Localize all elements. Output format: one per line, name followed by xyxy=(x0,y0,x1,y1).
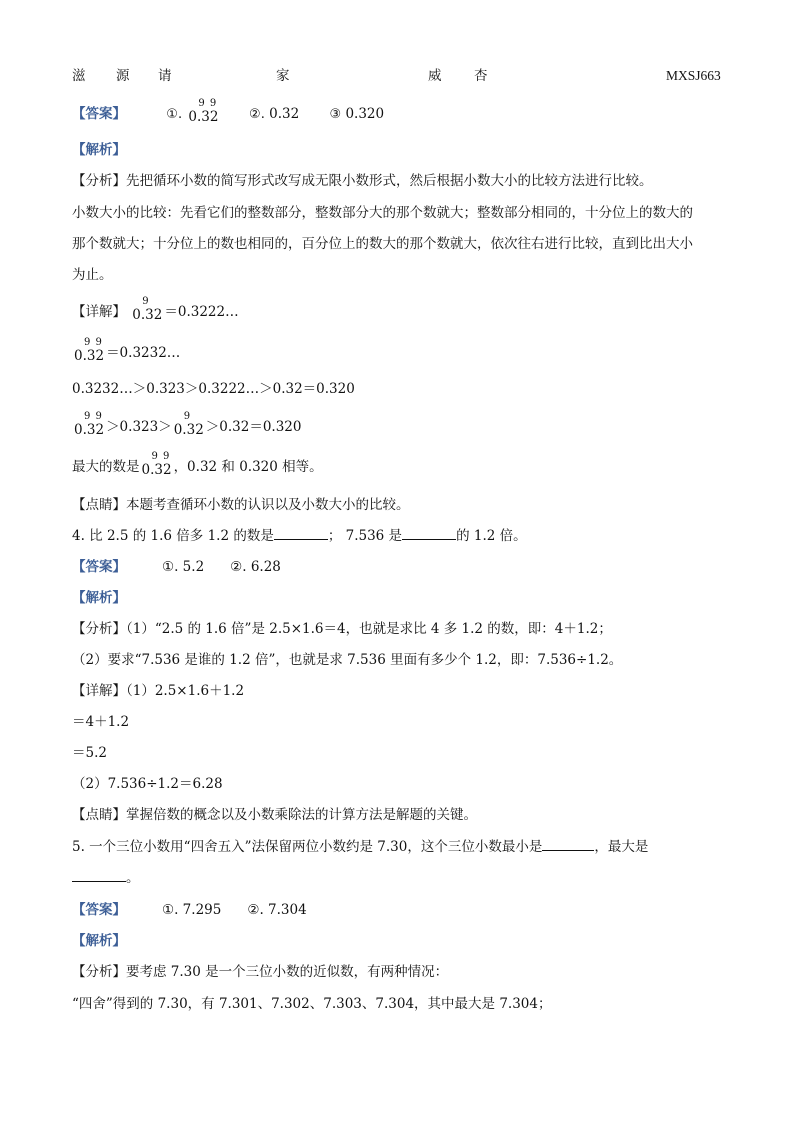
repeating-decimal: 0.32 9 9 xyxy=(188,98,219,125)
equation-tail: ＝0.3232… xyxy=(106,345,181,361)
answer-blank[interactable] xyxy=(274,527,328,540)
repeating-decimal: 0.32 9 xyxy=(132,296,163,323)
answer-blank[interactable] xyxy=(402,527,456,540)
q3-rule-line: 小数大小的比较：先看它们的整数部分，整数部分大的那个数就大；整数部分相同的，十分位上的数大的 xyxy=(72,205,693,221)
q4-fenxi-2: （2）要求“7.536 是谁的 1.2 倍”，也就是求 7.536 里面有多少个 1.2，即：7.536÷1.2。 xyxy=(72,652,623,668)
answer-tag: 【答案】 xyxy=(72,106,126,122)
q3-compare-line: 0.3232…＞0.323＞0.3222…＞0.32＝0.320 xyxy=(72,381,355,397)
header-char: 威 xyxy=(428,68,442,84)
answer-value: 0.32 xyxy=(269,106,300,122)
q4-fenxi-1: 【分析】（1）“2.5 的 1.6 倍”是 2.5×1.6＝4，也就是求比 4 多 1.2 的数，即：4＋1.2； xyxy=(72,621,612,637)
q4-dianjing: 【点睛】掌握倍数的概念以及小数乘除法的计算方法是解题的关键。 xyxy=(72,807,477,823)
q3-dianjing: 【点睛】本题考查循环小数的认识以及小数大小的比较。 xyxy=(72,497,410,513)
answer-blank[interactable] xyxy=(72,869,126,882)
q3-xiangjie-1 xyxy=(72,296,239,324)
page-header xyxy=(72,67,724,85)
answer-mark: ①. xyxy=(166,107,183,122)
header-char: 源 xyxy=(116,68,130,84)
q3-rule-line: 为止。 xyxy=(72,267,113,283)
header-code: MXSJ663 xyxy=(666,68,721,83)
equation-tail: ＝0.3222… xyxy=(164,304,239,320)
q5-stem-2: 。 xyxy=(72,869,140,887)
answer-value: 0.320 xyxy=(345,106,385,122)
q4-step: ＝4＋1.2 xyxy=(72,714,130,730)
repeating-decimal: 0.32 9 xyxy=(173,411,204,438)
repeating-decimal: 0.32 9 9 xyxy=(74,411,105,438)
fenxi-text: 先把循环小数的简写形式改写成无限小数形式，然后根据小数大小的比较方法进行比较。 xyxy=(126,173,653,189)
q4-step: ＝5.2 xyxy=(72,745,107,761)
q5-answer-line: 【答案】 ①. 7.295 ②. 7.304 xyxy=(72,902,307,918)
q3-answer-line xyxy=(72,98,385,126)
q4-answer-line: 【答案】 ①. 5.2 ②. 6.28 xyxy=(72,559,281,575)
answer-mark: ③ xyxy=(329,107,342,122)
q5-fenxi-2: “四舍”得到的 7.30，有 7.301、7.302、7.303、7.304，其中最大是 7.304； xyxy=(72,996,552,1012)
q3-compare-line-2: 0.32 9 9 ＞0.323＞ 0.32 9 ＞0.32＝0.320 xyxy=(74,411,302,438)
answer-mark: ②. xyxy=(249,107,265,122)
q5-fenxi-1: 【分析】要考虑 7.30 是一个三位小数的近似数，有两种情况： xyxy=(72,964,449,980)
q3-fenxi xyxy=(72,172,653,190)
repeating-decimal: 0.32 9 9 xyxy=(141,451,172,478)
q3-rule-line: 那个数就大；十分位上的数也相同的，百分位上的数大的那个数就大，依次往右进行比较，直到比出大小 xyxy=(72,236,693,252)
header-char: 家 xyxy=(276,68,290,84)
q4-stem: 4. 比 2.5 的 1.6 倍多 1.2 的数是 ； 7.536 是 的 1.2 倍。 xyxy=(72,528,527,544)
header-char: 请 xyxy=(158,68,172,84)
q5-jiexi: 【解析】 xyxy=(72,933,126,949)
repeating-decimal: 0.32 9 9 xyxy=(74,337,105,364)
xiangjie-tag: 【详解】 xyxy=(72,304,126,320)
header-char: 滋 xyxy=(72,68,86,84)
q3-xiangjie-2 xyxy=(72,337,181,365)
q4-step: （2）7.536÷1.2＝6.28 xyxy=(72,776,223,792)
q4-jiexi: 【解析】 xyxy=(72,590,126,606)
header-char: 杏 xyxy=(474,68,488,84)
q3-jiexi: 【解析】 xyxy=(72,142,126,158)
fenxi-tag: 【分析】 xyxy=(72,173,126,189)
answer-blank[interactable] xyxy=(542,838,594,851)
q3-max-line: 最大的数是 0.32 9 9 ，0.32 和 0.320 相等。 xyxy=(72,451,323,478)
dianjing-tag: 【点睛】 xyxy=(72,497,126,513)
q5-stem: 5. 一个三位小数用“四舍五入”法保留两位小数约是 7.30，这个三位小数最小是 ，最大是 xyxy=(72,839,649,855)
q4-xiangjie: 【详解】（1）2.5×1.6＋1.2 xyxy=(72,683,245,699)
